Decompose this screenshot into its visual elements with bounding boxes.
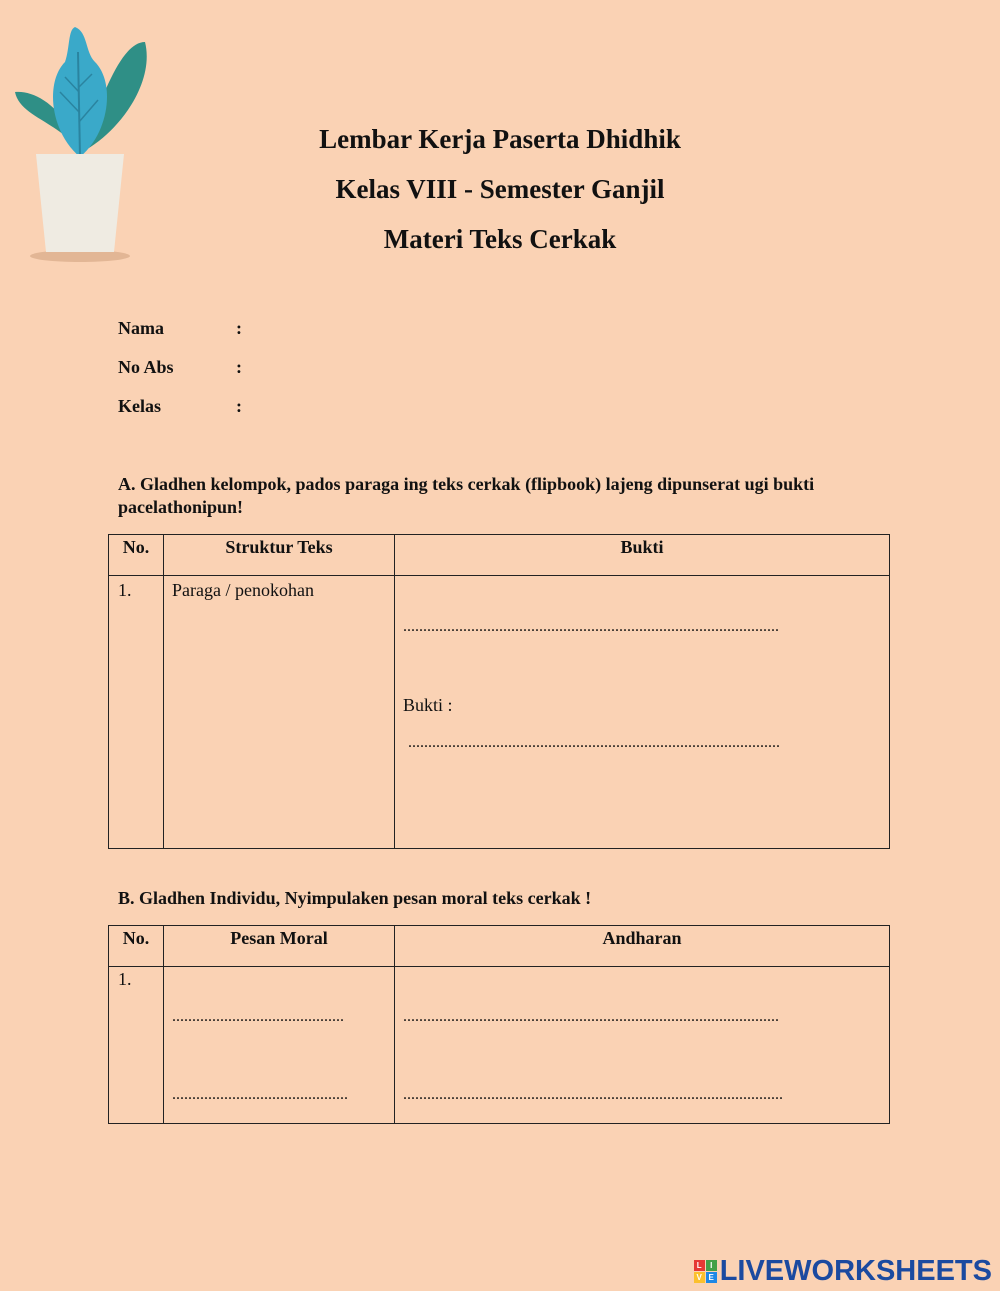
table-header-row <box>109 535 890 576</box>
section-a-question: A. Gladhen kelompok, pados paraga ing teks cerkak (flipbook) lajeng dipunserat ugi bukti pacelathonipun! <box>118 474 815 517</box>
identity-row-class <box>118 396 242 417</box>
identity-colon: : <box>236 396 242 416</box>
identity-colon: : <box>236 357 242 377</box>
liveworksheets-logo <box>694 1255 992 1288</box>
title-line-2: Kelas VIII - Semester Ganjil <box>335 174 665 204</box>
row-number: 1. <box>118 969 132 989</box>
logo-letter: V <box>694 1272 705 1283</box>
header-pesan: Pesan Moral <box>164 926 395 967</box>
identity-row-abs <box>118 357 242 378</box>
andharan-blank-1[interactable]: .............................................................................................. <box>403 1008 779 1025</box>
andharan-blank-2[interactable]: ............................................................................................... <box>403 1086 783 1103</box>
row-number: 1. <box>118 580 132 600</box>
identity-label: Nama <box>118 318 164 338</box>
title-line-3: Materi Teks Cerkak <box>383 224 617 254</box>
answer-blank-1[interactable]: .............................................................................................. <box>403 618 779 635</box>
table-moral <box>108 925 890 1124</box>
answer-blank-2[interactable]: ............................................................................................. <box>408 734 780 751</box>
identity-label: Kelas <box>118 396 161 416</box>
identity-colon: : <box>236 318 242 338</box>
table-row <box>109 967 890 1124</box>
bukti-label: Bukti : <box>403 695 453 715</box>
pesan-blank-2[interactable]: ............................................ <box>172 1086 348 1103</box>
title-line-1: Lembar Kerja Paserta Dhidhik <box>319 124 681 154</box>
header-andharan: Andharan <box>395 926 890 967</box>
logo-mark-icon <box>694 1260 717 1283</box>
logo-letter: E <box>706 1272 717 1283</box>
header-bukti: Bukti <box>395 535 890 576</box>
logo-letter: L <box>694 1260 705 1271</box>
header-no: No. <box>109 926 164 967</box>
header-struktur: Struktur Teks <box>164 535 395 576</box>
identity-row-name <box>118 318 242 339</box>
table-structure <box>108 534 890 849</box>
table-header-row <box>109 926 890 967</box>
logo-letter: I <box>706 1260 717 1271</box>
struktur-text: Paraga / penokohan <box>172 580 314 600</box>
page-title <box>0 114 1000 264</box>
pesan-blank-1[interactable]: ........................................... <box>172 1008 344 1025</box>
section-b-question: B. Gladhen Individu, Nyimpulaken pesan moral teks cerkak ! <box>118 888 592 908</box>
table-row <box>109 576 890 849</box>
identity-label: No Abs <box>118 357 174 377</box>
brand-name: LIVEWORKSHEETS <box>719 1255 992 1287</box>
header-no: No. <box>109 535 164 576</box>
